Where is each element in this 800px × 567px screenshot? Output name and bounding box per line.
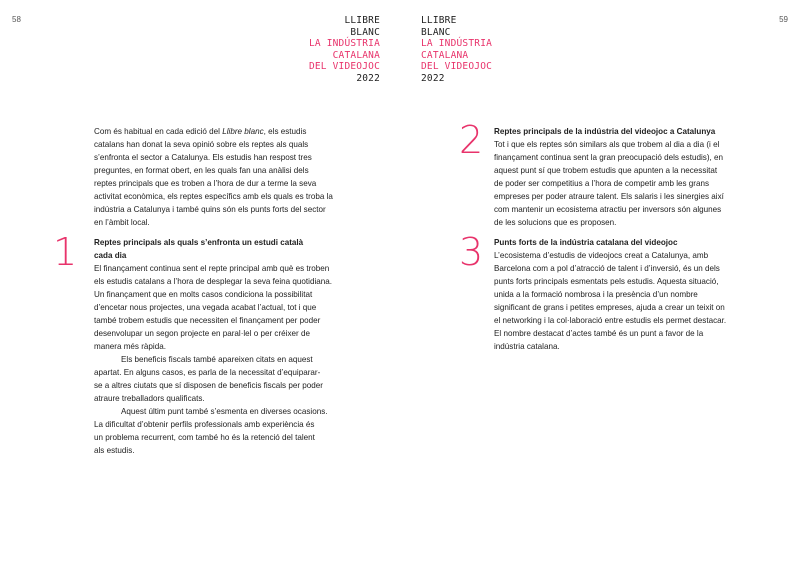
- intro-line: Com és habitual en cada edició del Llibre blanc, els estudis: [94, 127, 307, 136]
- text-line: als estudis.: [94, 446, 135, 455]
- section-heading: Punts forts de la indústria catalana del videojoc: [494, 238, 678, 247]
- text-line: manera més ràpida.: [94, 342, 166, 351]
- text-line: L’ecosistema d’estudis de videojocs creat a Catalunya, amb: [494, 251, 709, 260]
- title-line: BLANC: [421, 26, 451, 38]
- text-line: de les solucions que es proposen.: [494, 218, 617, 227]
- text-line: desenvolupar un segon projecte en paral·lel o per créixer de: [94, 329, 310, 338]
- title-highlight-line: DEL VIDEOJOC: [308, 61, 380, 73]
- section-1: [94, 236, 394, 457]
- text-line: aquest punt sí que trobem estudis que apunten a la necessitat: [494, 166, 718, 175]
- text-line: El finançament continua sent el repte principal amb què es troben: [94, 264, 330, 273]
- title-line: BLANC: [350, 26, 380, 38]
- text-line: unida a la formació nombrosa i la presència d’un nombre: [494, 290, 698, 299]
- text-line: Aquest últim punt també s’esmenta en diverses ocasions.: [121, 407, 328, 416]
- text-line: La dificultat d’obtenir perfils professionals amb experiència és: [94, 420, 315, 429]
- intro-line: preguntes, en format obert, en les quals fan una anàlisi dels: [94, 166, 309, 175]
- section-3: [494, 236, 794, 353]
- section-number-1: 1: [53, 230, 78, 274]
- text-line: d’encetar nous projectes, una vegada acabat l’actual, tot i que: [94, 303, 317, 312]
- section-heading: Reptes principals de la indústria del videojoc a Catalunya: [494, 127, 716, 136]
- intro-paragraph: [94, 125, 394, 229]
- intro-line: activitat econòmica, els reptes específics amb els quals es troba la: [94, 192, 333, 201]
- section-number-3: 3: [459, 230, 484, 274]
- text-line: atraure treballadors qualificats.: [94, 394, 205, 403]
- section-heading: cada dia: [94, 251, 127, 260]
- text-line: empreses per poder atraure talent. Els salaris i les sinergies així: [494, 192, 724, 201]
- title-highlight-line: LA INDÚSTRIA: [421, 38, 493, 50]
- book-title: Llibre blanc: [222, 127, 264, 136]
- text-line: de poder ser competitius a l’hora de competir amb les grans: [494, 179, 710, 188]
- text-line: el networking i la col·laboració entre estudis els permet destacar.: [494, 316, 727, 325]
- text-line: Tot i que els reptes són similars als que trobem al dia a dia (i el: [494, 140, 720, 149]
- intro-line: indústria a Catalunya i també quins són els punts forts del sector: [94, 205, 326, 214]
- title-highlight-line: DEL VIDEOJOC: [421, 61, 493, 73]
- text-line: significant de grans i petites empreses, ajuda a crear un teixit on: [494, 303, 725, 312]
- text-line: El nombre destacat d’actes també és un punt a favor de la: [494, 329, 704, 338]
- section-number-2: 2: [459, 118, 484, 162]
- title-highlight-line: CATALANA: [332, 49, 380, 61]
- running-title-left: [309, 15, 380, 85]
- title-line: LLIBRE: [344, 15, 380, 26]
- title-year: 2022: [356, 72, 380, 84]
- page-number-right: 59: [779, 15, 788, 24]
- text-line: Els beneficis fiscals també apareixen citats en aquest: [121, 355, 313, 364]
- title-line: LLIBRE: [421, 15, 457, 26]
- intro-line: en l’àmbit local.: [94, 218, 150, 227]
- text-line: punts forts principals esmentats pels estudis. Aquesta situació,: [494, 277, 719, 286]
- text-line: se a altres ciutats que sí disposen de beneficis fiscals per poder: [94, 381, 324, 390]
- text-line: indústria catalana.: [494, 342, 560, 351]
- text-line: finançament continua sent la gran preocupació dels estudis), en: [494, 153, 724, 162]
- section-heading: Reptes principals als quals s’enfronta un estudi català: [94, 238, 304, 247]
- text-line: com mantenir un ecosistema atractiu per inversors són algunes: [494, 205, 722, 214]
- title-highlight-line: LA INDÚSTRIA: [308, 38, 380, 50]
- text-line: apartat. En alguns casos, es parla de la necessitat d’equiparar-: [94, 368, 321, 377]
- title-highlight-line: CATALANA: [421, 49, 469, 61]
- running-title-right: [421, 15, 492, 85]
- intro-line: catalans han donat la seva opinió sobre els reptes als quals: [94, 140, 309, 149]
- text-line: Barcelona com a pol d’atracció de talent i d’inversió, és un dels: [494, 264, 720, 273]
- text-line: els estudis catalans a l’hora de desplegar la seva feina quotidiana.: [94, 277, 333, 286]
- intro-line: reptes principals que es troben a l’hora de dur a terme la seva: [94, 179, 317, 188]
- page-number-left: 58: [12, 15, 21, 24]
- text-line: Un finançament que en molts casos condiciona la possibilitat: [94, 290, 313, 299]
- section-2: [494, 125, 794, 229]
- text-line: un problema recurrent, com també ho és la retenció del talent: [94, 433, 315, 442]
- title-year: 2022: [421, 72, 445, 84]
- text-line: també trobem estudis que necessiten el finançament per poder: [94, 316, 321, 325]
- intro-line: s’enfronta el sector a Catalunya. Els estudis han respost tres: [94, 153, 312, 162]
